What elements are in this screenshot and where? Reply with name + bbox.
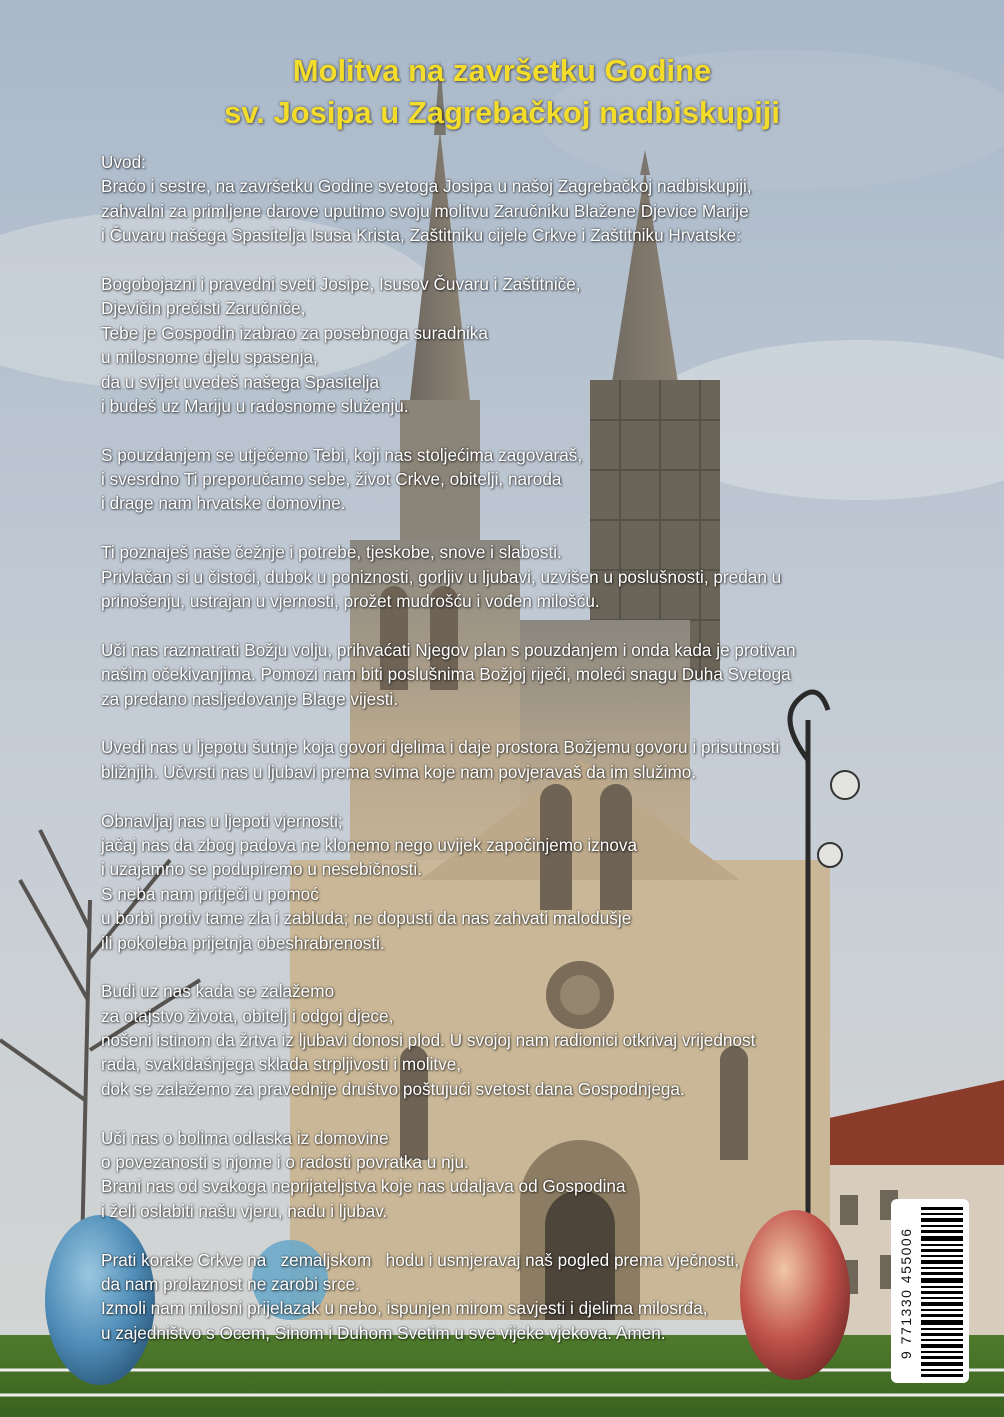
text-line: i drage nam hrvatske domovine. xyxy=(101,493,346,514)
prayer-paragraph-3 xyxy=(101,540,911,613)
intro-paragraph xyxy=(101,174,911,247)
text-line: Uči nas o bolima odlaska iz domovine xyxy=(101,1127,389,1148)
text-line: zahvalni za primljene darove uputimo svoju molitvu Zaručniku Blažene Djevice Marije xyxy=(101,200,749,221)
barcode-number: 9 771330 455006 xyxy=(898,1227,914,1359)
text-line: Ti poznaješ naše čežnje i potrebe, tjeskobe, snove i slabosti. xyxy=(101,542,562,563)
text-line: u zajedništvo s Ocem, Sinom i Duhom Svetim u sve vijeke vjekova. Amen. xyxy=(101,1322,666,1343)
page-title-line-1: Molitva na završetku Godine xyxy=(292,53,712,88)
text-line: S neba nam pritječi u pomoć xyxy=(101,883,319,904)
text-line: jačaj nas da zbog padova ne klonemo nego uvijek započinjemo iznova xyxy=(101,834,638,855)
prayer-paragraph-6 xyxy=(101,809,911,955)
text-line: Uvedi nas u ljepotu šutnje koja govori djelima i daje prostora Božjemu govoru i prisutnosti xyxy=(101,737,780,758)
text-line: o povezanosti s njome i o radosti povratka u nju. xyxy=(101,1152,469,1173)
intro-heading: Uvod: xyxy=(101,152,146,172)
prayer-text xyxy=(101,150,911,1345)
text-line: i želi oslabiti našu vjeru, nadu i ljubav. xyxy=(101,1200,388,1221)
text-line: prinošenju, ustrajan u vjernosti, prožet mudrošću i vođen milošću. xyxy=(101,591,600,612)
text-line: i uzajamno se podupiremo u nesebičnosti. xyxy=(101,859,423,880)
prayer-paragraph-4 xyxy=(101,638,911,711)
text-line: Braćo i sestre, na završetku Godine svetoga Josipa u našoj Zagrebačkoj nadbiskupiji, xyxy=(101,176,752,197)
text-line: u borbi protiv tame zla i zabluda; ne dopusti da nas zahvati malodušje xyxy=(101,908,632,929)
text-line: dok se zalažemo za pravednije društvo poštujući svetost dana Gospodnjega. xyxy=(101,1078,685,1099)
text-line: Brani nas od svakoga neprijateljstva koje nas udaljava od Gospodina xyxy=(101,1176,626,1197)
text-line: našim očekivanjima. Pomozi nam biti poslušnima Božjoj riječi, moleći snagu Duha Svetoga xyxy=(101,664,791,685)
text-line: Budi uz nas kada se zalažemo xyxy=(101,981,335,1002)
text-line: za otajstvo života, obitelj i odgoj djece, xyxy=(101,1005,394,1026)
prayer-paragraph-1 xyxy=(101,272,911,418)
text-line: S pouzdanjem se utječemo Tebi, koji nas stoljećima zagovaraš, xyxy=(101,444,583,465)
text-line: i svesrdno Ti preporučamo sebe, život Crkve, obitelji, naroda xyxy=(101,469,562,490)
text-line: Izmoli nam milosni prijelazak u nebo, ispunjen mirom savjesti i djelima milosrđa, xyxy=(101,1298,708,1319)
text-line: Tebe je Gospodin izabrao za posebnoga suradnika xyxy=(101,322,488,343)
text-line: za predano nasljedovanje Blage vijesti. xyxy=(101,688,399,709)
text-line: ili pokoleba prijetnja obeshrabrenosti. xyxy=(101,932,385,953)
text-line: rada, svakidašnjega sklada strpljivosti i molitve, xyxy=(101,1054,462,1075)
text-line: Uči nas razmatrati Božju volju, prihvaćati Njegov plan s pouzdanjem i onda kada je protivan xyxy=(101,639,796,660)
prayer-paragraph-5 xyxy=(101,735,911,784)
text-line: i Čuvaru našega Spasitelja Isusa Krista, Zaštitniku cijele Crkve i Zaštitniku Hrvatske: xyxy=(101,225,742,246)
text-line: da nam prolaznost ne zarobi srce. xyxy=(101,1273,360,1294)
text-line: Obnavljaj nas u ljepoti vjernosti; xyxy=(101,810,343,831)
text-line: Bogobojazni i pravedni sveti Josipe, Isusov Čuvaru i Zaštitniče, xyxy=(101,273,581,294)
prayer-paragraph-9 xyxy=(101,1248,911,1346)
text-line: Privlačan si u čistoći, dubok u poniznosti, gorljiv u ljubavi, uzvišen u poslušnosti, predan u xyxy=(101,566,782,587)
text-line: bližnjih. Učvrsti nas u ljubavi prema svima koje nam povjeravaš da im služimo. xyxy=(101,761,697,782)
page-title-line-2: sv. Josipa u Zagrebačkoj nadbiskupiji xyxy=(224,95,780,130)
text-line: Prati korake Crkve na zemaljskom hodu i usmjeravaj naš pogled prema vječnosti, xyxy=(101,1249,740,1270)
text-line: da u svijet uvedeš našega Spasitelja xyxy=(101,371,380,392)
text-line: u milosnome djelu spasenja, xyxy=(101,347,318,368)
prayer-paragraph-2 xyxy=(101,443,911,516)
text-line: i budeš uz Mariju u radosnome služenju. xyxy=(101,395,409,416)
text-line: nošeni istinom da žrtva iz ljubavi donosi plod. U svojoj nam radionici otkrivaj vrijednost xyxy=(101,1030,756,1051)
text-line: Djevičin prečisti Zaručniče, xyxy=(101,298,306,319)
prayer-paragraph-7 xyxy=(101,979,911,1101)
prayer-paragraph-8 xyxy=(101,1126,911,1224)
